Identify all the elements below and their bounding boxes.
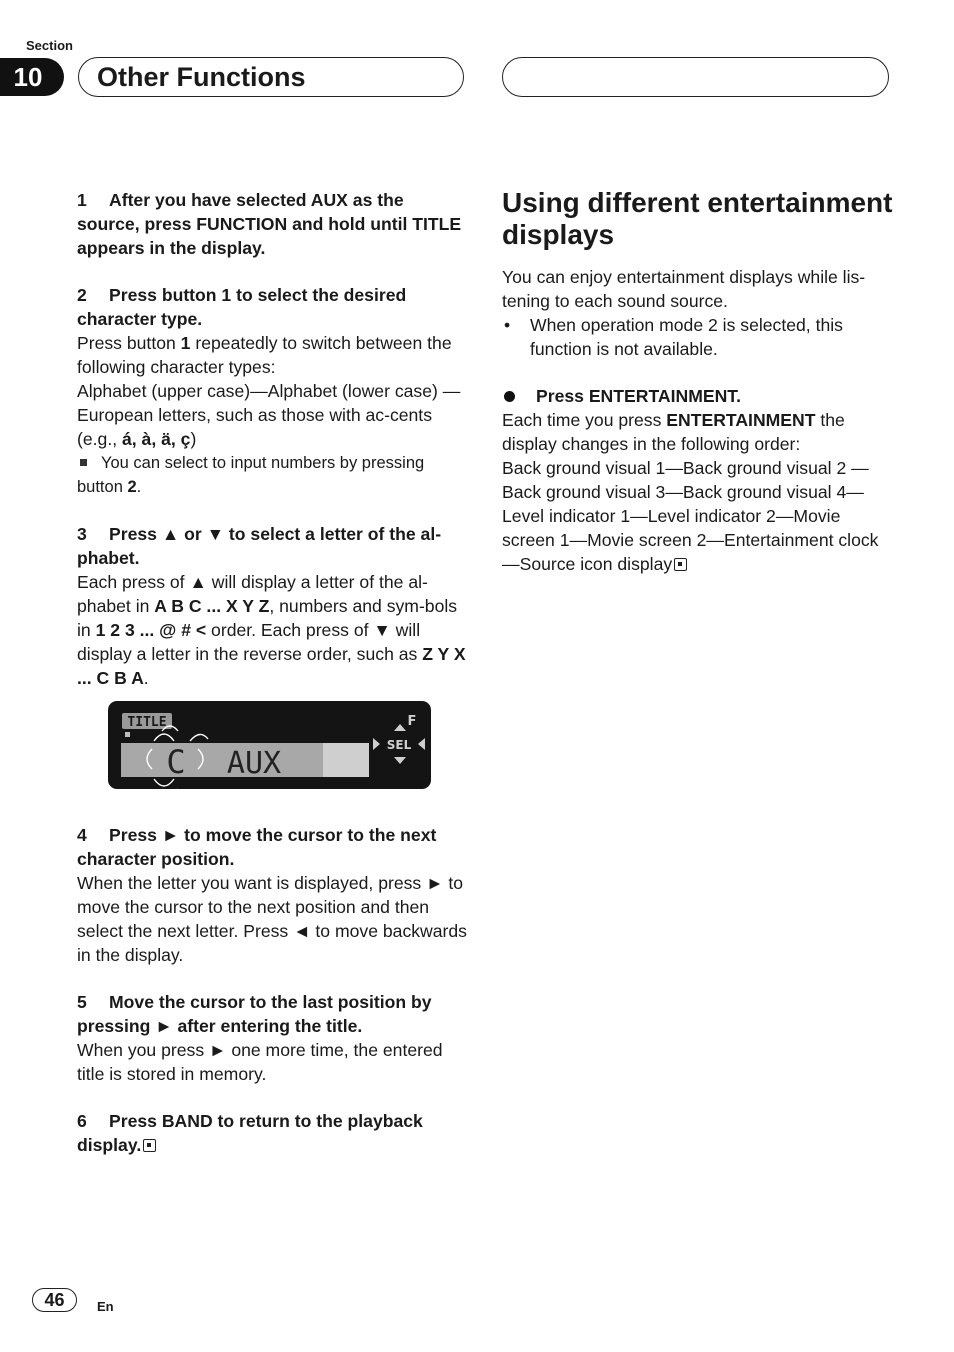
- order-intro: Each time you press ENTERTAINMENT the display changes in the following order:: [502, 410, 845, 454]
- section-number: 10: [0, 58, 64, 96]
- bullet-item: • When operation mode 2 is selected, this function is not available.: [504, 315, 843, 359]
- left-column-lower: [77, 823, 467, 1157]
- display-f-mark: F: [407, 714, 417, 729]
- header-empty-box: [502, 57, 889, 97]
- step-3-body: Each press of ▲ will display a letter of the al-phabet in A B C ... X Y Z, numbers and sym-bols in 1 2 3 ... @ # < order. Each press of ▼ will display a letter in the reverse order, such as Z Y X ... C B A.: [77, 572, 466, 688]
- step-2-body: Press button 1 repeatedly to switch between the following character types:: [77, 333, 452, 377]
- display-title-tag: TITLE: [127, 715, 167, 730]
- step-2-types: Alphabet (upper case)—Alphabet (lower case) —European letters, such as those with ac-cents (e.g., á, à, ä, ç): [77, 381, 461, 449]
- step-2: 2 Press button 1 to select the desired character type.: [77, 285, 407, 329]
- press-entertainment-step: Press ENTERTAINMENT.: [502, 384, 894, 408]
- display-sequence: Back ground visual 1—Back ground visual 2 —Back ground visual 3—Back ground visual 4—Level indicator 1—Level indicator 2—Movie screen 1—Movie screen 2—Entertainment clock—Source icon display: [502, 458, 879, 574]
- right-column: [502, 187, 894, 576]
- step-dot-icon: [504, 391, 515, 402]
- page-number: 46: [32, 1288, 77, 1312]
- end-mark-icon: [674, 558, 687, 571]
- step-4-body: When the letter you want is displayed, press ► to move the cursor to the next position and then select the next letter. Press ◄ to move backwards in the display.: [77, 873, 467, 965]
- section-heading: Using different entertainment displays: [502, 187, 893, 250]
- step-2-note: You can select to input numbers by pressing button 2.: [77, 454, 425, 496]
- step-6: 6 Press BAND to return to the playback display.: [77, 1111, 423, 1155]
- step-5-body: When you press ► one more time, the entered title is stored in memory.: [77, 1040, 443, 1084]
- display-sel: SEL: [386, 738, 412, 752]
- step-4: 4 Press ► to move the cursor to the next character position.: [77, 825, 437, 869]
- section-label: Section: [26, 38, 73, 53]
- step-5: 5 Move the cursor to the last position by pressing ► after entering the title.: [77, 992, 432, 1036]
- language-code: En: [97, 1299, 114, 1314]
- page-title: Other Functions: [78, 57, 464, 97]
- title-display-illustration: [108, 701, 431, 789]
- lcd-display: [108, 701, 431, 789]
- display-cursor-char: C: [166, 743, 186, 781]
- note-square-icon: [80, 459, 87, 466]
- left-column: [77, 188, 467, 690]
- step-3: 3 Press ▲ or ▼ to select a letter of the al-phabet.: [77, 524, 442, 568]
- display-source: AUX: [226, 746, 282, 781]
- intro-text: You can enjoy entertainment displays while lis-tening to each sound source.: [502, 267, 866, 311]
- step-1: 1 After you have selected AUX as the source, press FUNCTION and hold until TITLE appears in the display.: [77, 190, 462, 258]
- end-mark-icon: [143, 1139, 156, 1152]
